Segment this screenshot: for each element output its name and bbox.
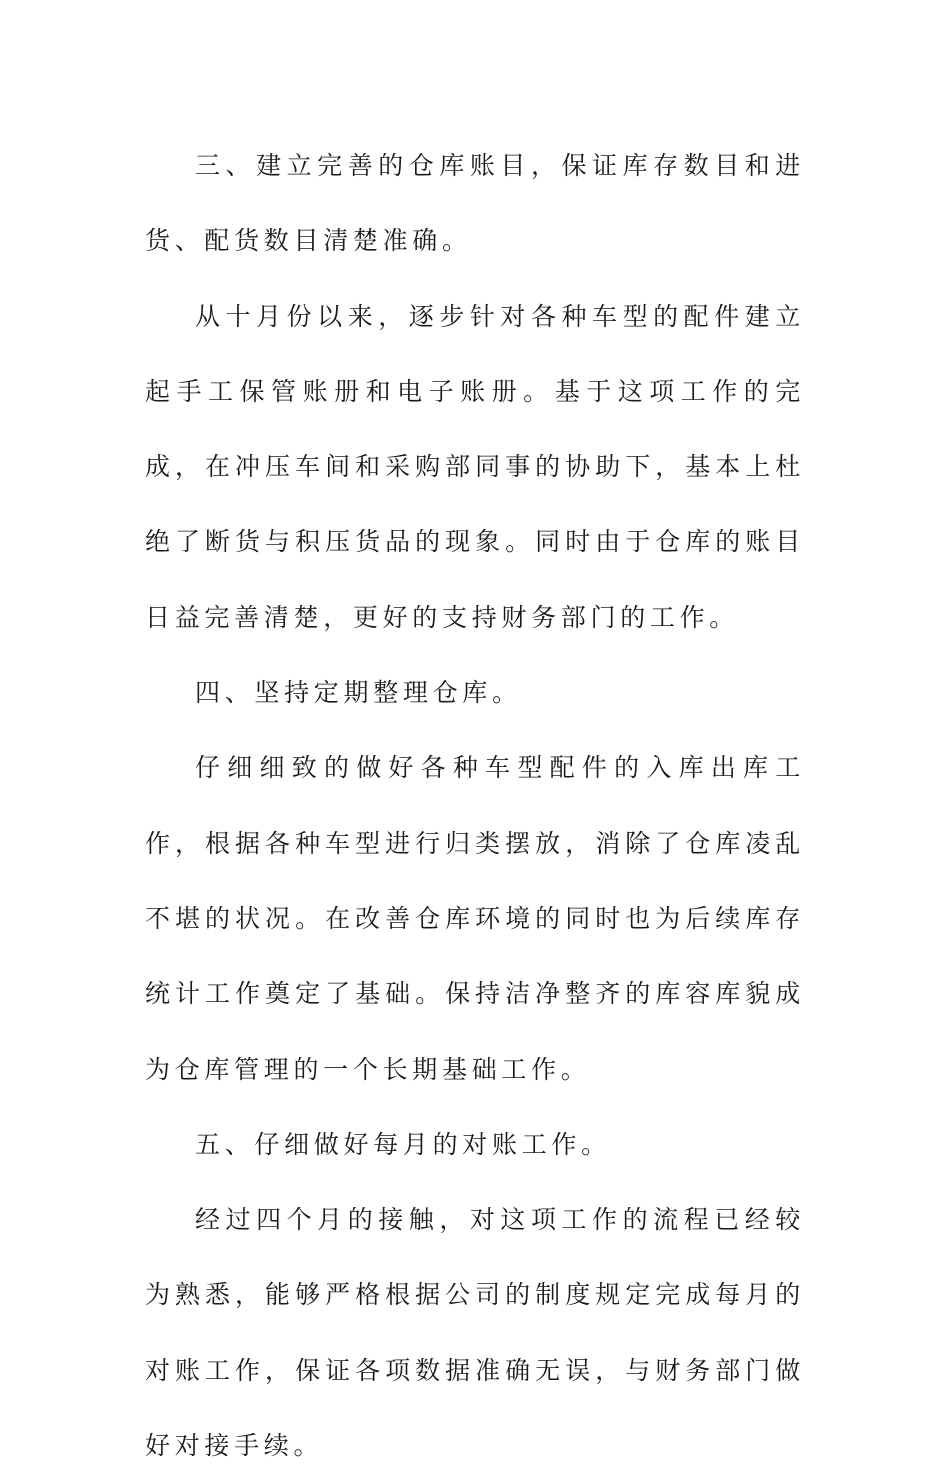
body-paragraph: 仔细细致的做好各种车型配件的入库出库工作，根据各种车型进行归类摆放，消除了仓库凌乱不堪的状况。在改善仓库环境的同时也为后续库存统计工作奠定了基础。保持洁净整齐的库容库貌成为仓库管理的一个长期基础工作。 [145,753,805,1084]
body-paragraph: 经过四个月的接触，对这项工作的流程已经较为熟悉，能够严格根据公司的制度规定完成每月的对账工作，保证各项数据准确无误，与财务部门做好对接手续。 [145,1205,805,1461]
section-heading-5: 五、仔细做好每月的对账工作。 [195,1129,611,1159]
body-paragraph: 从十月份以来，逐步针对各种车型的配件建立起手工保管账册和电子账册。基于这项工作的完成，在冲压车间和采购部同事的协助下，基本上杜绝了断货与积压货品的现象。同时由于仓库的账目日益完善清楚，更好的支持财务部门的工作。 [145,301,805,632]
document-body [145,128,805,1483]
section-heading-3: 三、建立完善的仓库账目，保证库存数目和进货、配货数目清楚准确。 [145,151,805,256]
section-heading-4: 四、坚持定期整理仓库。 [195,678,522,708]
